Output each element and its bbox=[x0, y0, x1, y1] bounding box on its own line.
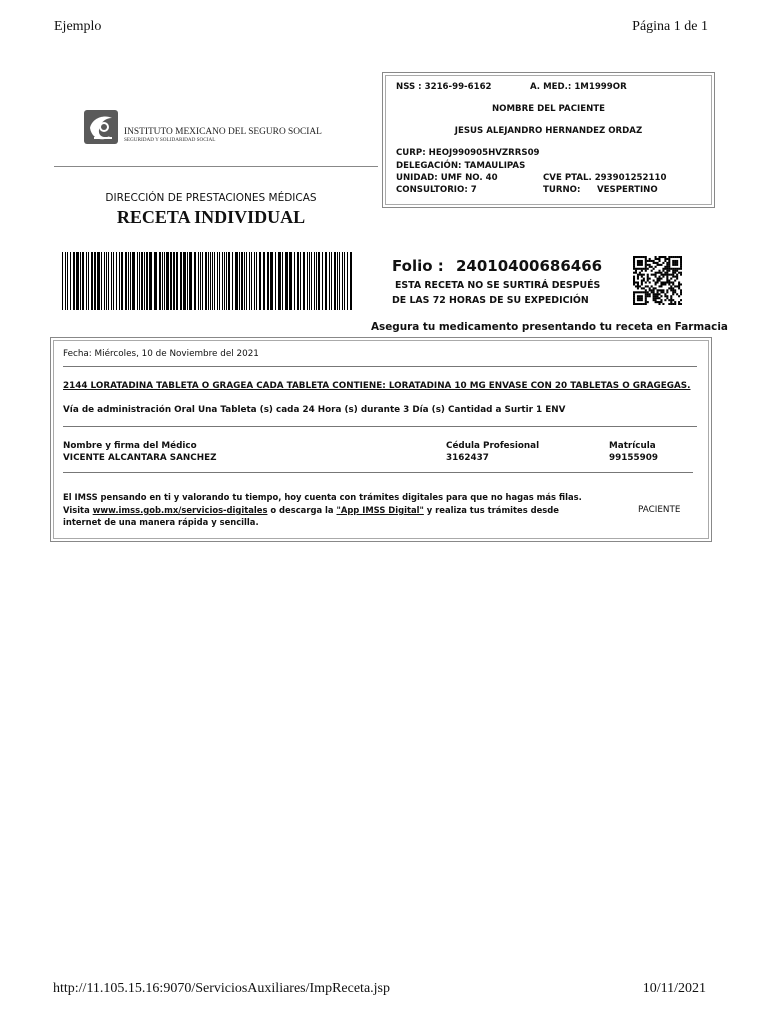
pharmacy-notice: Asegura tu medicamento presentando tu receta en Farmacia bbox=[371, 321, 728, 333]
turno: VESPERTINO bbox=[597, 185, 658, 195]
doctor-name: VICENTE ALCANTARA SANCHEZ bbox=[63, 453, 217, 463]
info-end: y realiza tus trámites desde bbox=[423, 505, 559, 515]
document-title: RECETA INDIVIDUAL bbox=[116, 207, 306, 227]
logo-divider bbox=[54, 166, 378, 167]
qr-code-icon bbox=[633, 256, 682, 305]
expiry-notice-line1: ESTA RECETA NO SE SURTIRÁ DESPUÉS bbox=[395, 280, 601, 291]
expiry-notice-line2: DE LAS 72 HORAS DE SU EXPEDICIÓN bbox=[392, 295, 589, 306]
divider bbox=[63, 426, 697, 427]
unidad: UNIDAD: UMF NO. 40 bbox=[396, 173, 498, 183]
administration: Vía de administración Oral Una Tableta (s) cada 24 Hora (s) durante 3 Día (s) Cantidad a Surtir 1 ENV bbox=[63, 405, 566, 415]
cedula-number: 3162437 bbox=[446, 453, 489, 463]
page-number: Página 1 de 1 bbox=[632, 19, 708, 34]
patient-info-box bbox=[382, 72, 715, 208]
imss-services-link[interactable]: www.imss.gob.mx/servicios-digitales bbox=[92, 505, 268, 515]
info-line2 bbox=[63, 505, 559, 515]
prescription-box bbox=[50, 337, 712, 542]
imss-app-link[interactable]: "App IMSS Digital" bbox=[336, 505, 424, 515]
nss: NSS : 3216-99-6162 bbox=[396, 82, 492, 92]
medication: 2144 LORATADINA TABLETA O GRAGEA CADA TABLETA CONTIENE: LORATADINA 10 MG ENVASE CON 20 TABLETAS O GRAGEGAS. bbox=[63, 381, 691, 391]
divider bbox=[63, 366, 697, 367]
cve-ptal: CVE PTAL. 293901252110 bbox=[543, 173, 667, 183]
turno-label: TURNO: bbox=[543, 185, 581, 195]
info-mid: o descarga la bbox=[267, 505, 337, 515]
institution-motto: SEGURIDAD Y SOLIDARIDAD SOCIAL bbox=[124, 137, 216, 143]
info-line1: El IMSS pensando en ti y valorando tu tiempo, hoy cuenta con trámites digitales para que no hagas más filas. bbox=[63, 492, 582, 502]
info-line3: internet de una manera rápida y sencilla. bbox=[63, 517, 259, 527]
info-visita: Visita bbox=[63, 505, 93, 515]
imss-logo bbox=[82, 108, 327, 152]
patient-name: JESUS ALEJANDRO HERNANDEZ ORDAZ bbox=[454, 126, 643, 136]
barcode-icon bbox=[62, 252, 354, 310]
divider bbox=[63, 472, 693, 473]
patient-name-label: NOMBRE DEL PACIENTE bbox=[491, 104, 605, 114]
folio-number: 24010400686466 bbox=[456, 257, 603, 275]
matricula-number: 99155909 bbox=[609, 453, 658, 463]
page-header-left: Ejemplo bbox=[54, 19, 102, 34]
barcode bbox=[62, 252, 354, 314]
folio-label: Folio : bbox=[392, 257, 444, 275]
curp: CURP: HEOJ990905HVZRRS09 bbox=[396, 148, 540, 158]
qr-code bbox=[633, 256, 682, 309]
copy-label: PACIENTE bbox=[638, 505, 681, 515]
cedula-label: Cédula Profesional bbox=[446, 441, 540, 451]
prescription-date: Fecha: Miércoles, 10 de Noviembre del 2021 bbox=[63, 349, 259, 359]
direccion-title: DIRECCIÓN DE PRESTACIONES MÉDICAS bbox=[105, 192, 317, 204]
institution-name: INSTITUTO MEXICANO DEL SEGURO SOCIAL bbox=[124, 127, 322, 137]
footer-date: 10/11/2021 bbox=[642, 981, 706, 996]
delegacion: DELEGACIÓN: TAMAULIPAS bbox=[396, 161, 526, 171]
a-med: A. MED.: 1M1999OR bbox=[530, 82, 627, 92]
consultorio: CONSULTORIO: 7 bbox=[396, 185, 477, 195]
doctor-label: Nombre y firma del Médico bbox=[63, 441, 197, 451]
footer-url: http://11.105.15.16:9070/ServiciosAuxiliares/ImpReceta.jsp bbox=[53, 981, 390, 996]
matricula-label: Matrícula bbox=[609, 441, 656, 451]
